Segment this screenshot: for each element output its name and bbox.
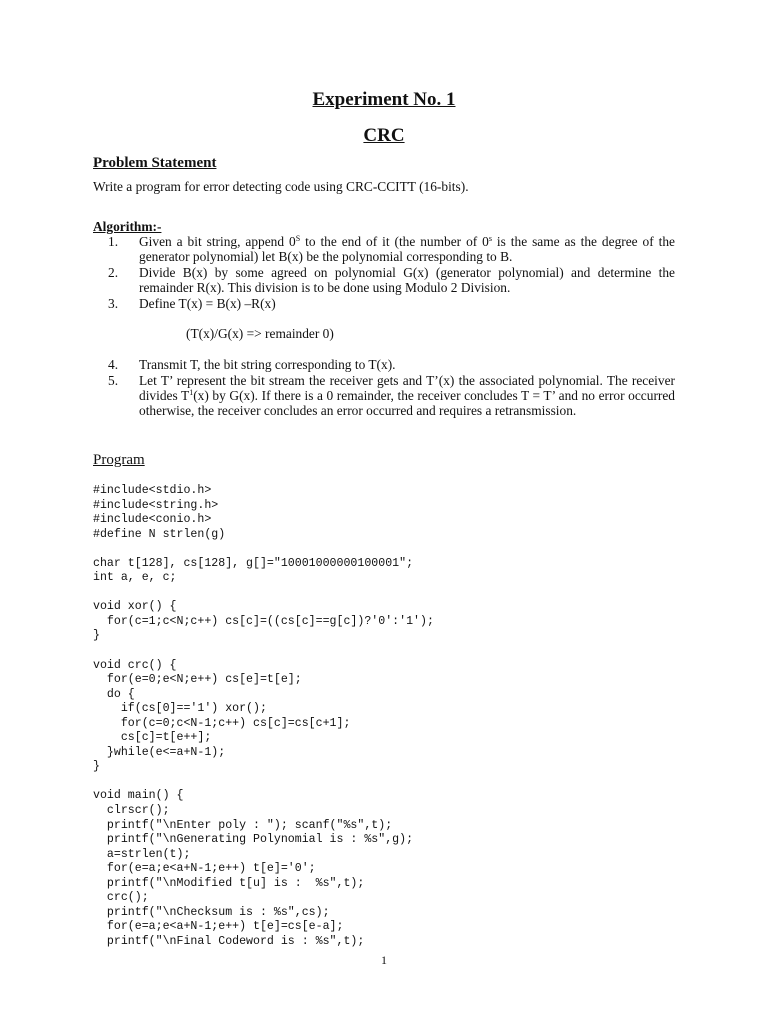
code-line: #include<stdio.h> [93, 484, 212, 497]
code-line [93, 644, 434, 659]
code-line: printf("\nModified t[u] is : %s",t); [93, 876, 365, 890]
step-text-part: (x) by G(x). If there is a 0 remainder, the receiver concludes T = T’ and no error occurred otherwise, the receiver concludes an error occurred and requires a retransmission. [139, 388, 676, 418]
superscript: 1 [189, 388, 194, 397]
code-line: if(cs[0]=='1') xor(); [93, 702, 267, 716]
code-line [93, 775, 434, 790]
code-line: cs[c]=t[e++]; [93, 731, 212, 745]
step-text-part: Let T’ represent the bit stream the receiver gets and T’(x) the associated polynomial. The receiver divides T [139, 373, 675, 403]
code-line: for(c=0;c<N-1;c++) cs[c]=cs[c+1]; [93, 716, 351, 730]
code-line: } [93, 629, 100, 643]
code-line: } [93, 760, 100, 774]
step-number: 4. [108, 357, 119, 372]
code-line: printf("\nChecksum is : %s",cs); [93, 905, 330, 919]
step-text-part: is the same as the degree of the generator polynomial) let B(x) be the polynomial corresponding to B. [139, 234, 676, 264]
step-text: Divide B(x) by some agreed on polynomial G(x) (generator polynomial) and determine the remainder R(x). This division is to be done using Modulo 2 Division. [139, 265, 675, 295]
code-line [93, 542, 434, 557]
step-number: 1. [108, 234, 119, 249]
experiment-title: Experiment No. 1 [312, 89, 456, 110]
topic-title: CRC [363, 125, 405, 146]
step-number: 2. [108, 265, 119, 280]
program-code-block [93, 484, 434, 950]
code-line: #include<conio.h> [93, 513, 212, 527]
step-text [139, 373, 675, 418]
algorithm-heading: Algorithm:- [93, 219, 162, 234]
code-line: a=strlen(t); [93, 847, 191, 861]
code-line: for(e=a;e<a+N-1;e++) t[e]='0'; [93, 862, 316, 876]
step-number: 5. [108, 373, 119, 388]
code-line: crc(); [93, 891, 149, 905]
code-line: }while(e<=a+N-1); [93, 745, 226, 759]
superscript: s [488, 234, 492, 243]
code-line: void crc() { [93, 658, 177, 672]
step-text: Transmit T, the bit string corresponding to T(x). [139, 357, 396, 372]
code-line: char t[128], cs[128], g[]="10001000000100001"; [93, 556, 414, 570]
code-line: printf("\nFinal Codeword is : %s",t); [93, 934, 365, 948]
code-line: int a, e, c; [93, 571, 177, 585]
step-text [139, 234, 675, 264]
code-line [93, 586, 434, 601]
code-line: for(e=a;e<a+N-1;e++) t[e]=cs[e-a]; [93, 920, 344, 934]
remainder-formula: (T(x)/G(x) => remainder 0) [186, 326, 334, 341]
code-line: printf("\nEnter poly : "); scanf("%s",t); [93, 818, 393, 832]
step-text: Define T(x) = B(x) –R(x) [139, 296, 276, 311]
step-text-part: Given a bit string, append 0 [139, 234, 296, 249]
code-line: printf("\nGenerating Polynomial is : %s",g); [93, 833, 414, 847]
code-line: #define N strlen(g) [93, 527, 226, 541]
program-heading: Program [93, 452, 145, 468]
code-line: clrscr(); [93, 804, 170, 818]
problem-statement-text: Write a program for error detecting code using CRC-CCITT (16-bits). [93, 179, 469, 194]
code-line: void xor() { [93, 600, 177, 614]
code-line: for(e=0;e<N;e++) cs[e]=t[e]; [93, 673, 302, 687]
step-number: 3. [108, 296, 119, 311]
problem-statement-heading: Problem Statement [93, 155, 217, 171]
step-text-part: to the end of it (the number of 0 [300, 234, 489, 249]
code-line: void main() { [93, 789, 184, 803]
page-number: 1 [381, 953, 387, 967]
code-line: for(c=1;c<N;c++) cs[c]=((cs[c]==g[c])?'0':'1'); [93, 614, 434, 628]
superscript: S [295, 234, 301, 243]
code-line: do { [93, 687, 135, 701]
code-line: #include<string.h> [93, 498, 219, 512]
